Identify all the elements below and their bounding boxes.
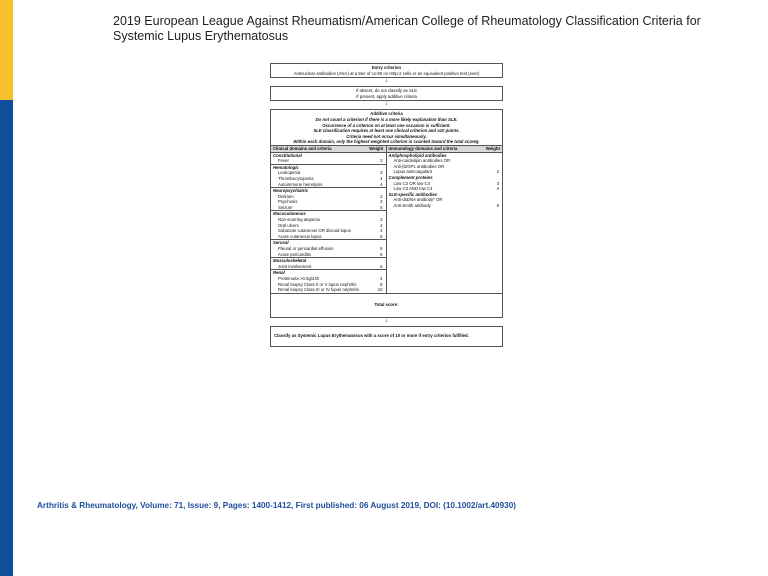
criterion-weight: 4 [380,276,383,281]
clinical-header [271,146,386,153]
entry-criterion-text: Antinuclear antibodies (ANA) at a titer of ≥1:80 on HEp-2 cells or an equivalent positive test (ever) [293,70,480,76]
criterion-weight: 10 [377,287,383,293]
criterion-label: Joint involvement [278,263,312,269]
criterion-label: Subacute cutaneous OR discoid lupus [278,228,351,234]
immunology-domains-column [387,146,503,293]
side-accent-yellow [0,0,13,100]
criterion-label: Autoimmune hemolysis [278,181,323,187]
domain-name: Renal [271,269,386,276]
criterion-label: Pleural or pericardial effusion [278,246,334,252]
additive-criteria-box [270,109,503,146]
clinical-header-label: Clinical domains and criteria [273,145,332,151]
criterion-weight: 4 [496,186,499,192]
classification-result-text: Classify as Systemic Lupus Erythematosus with a score of 10 or more if entry criterion fulfilled. [274,333,469,339]
classification-criteria-figure [270,63,503,347]
criterion-weight: 2 [380,217,383,223]
immunology-header-weight: Weight [485,145,500,151]
criterion-row [271,287,386,293]
criterion-label: Anti-dsDNA antibody* OR [393,197,443,203]
domain-name: Serosal [271,239,386,246]
entry-criterion-box [270,63,503,78]
criterion-label: Anti-Smith antibody [393,202,431,208]
immunology-header [387,146,503,153]
domain-name: Complement proteins [388,174,433,180]
domain-name: Neuropsychiatric [271,187,386,194]
criterion-weight: 2 [380,158,383,164]
criterion-label: Leukopenia [278,170,301,176]
domains-table [270,146,503,294]
domain-name: SLE-specific antibodies [388,191,437,197]
down-arrow-icon: ↓ [385,317,388,324]
additive-rule: Occurrence of a criterion on at least one occasion is sufficient. [322,122,451,128]
criterion-weight: 2 [380,193,383,199]
criterion-weight: 6 [380,251,383,257]
criterion-weight: 4 [380,175,383,181]
criterion-weight: 4 [380,181,383,187]
criterion-weight: 2 [496,169,499,175]
total-score-label: Total score: [374,302,399,308]
criterion-label: Oral ulcers [278,222,299,228]
domain-name: Mucocutaneous [271,210,386,217]
criterion-weight: 5 [380,204,383,210]
classification-result-box [270,326,503,347]
decision-box [270,86,503,101]
decision-absent-text: If absent, do not classify as SLE [355,88,418,94]
additive-rule: Criteria need not occur simultaneously. [346,133,427,139]
criterion-row [387,203,503,209]
criterion-label: Renal biopsy Class II or V lupus nephritis [278,281,357,287]
criterion-label: Psychosis [278,199,298,205]
side-accent-blue [0,100,13,576]
criterion-weight: 8 [380,281,383,287]
slide-title-line-2: Systemic Lupus Erythematosus [113,29,289,43]
domain-name: Hematologic [271,164,386,171]
domain-name: Constitutional [273,152,302,158]
criterion-label: Acute pericarditis [278,251,311,257]
criterion-weight: 4 [380,228,383,234]
immunology-header-label: Immunology domains and criteria [388,145,458,151]
slide-title [113,14,713,44]
domain-name: Musculoskeletal [271,257,386,264]
criterion-weight: 3 [380,170,383,176]
criterion-label: Thrombocytopenia [278,175,314,181]
criterion-label: Delirium [278,193,294,199]
additive-rule: Do not count a criterion if there is a more likely explanation than SLE. [315,116,458,122]
criterion-label: Seizure [278,204,293,210]
clinical-header-weight: Weight [369,145,384,151]
down-arrow-icon: ↓ [385,78,388,85]
criterion-weight: 6 [380,263,383,269]
criterion-label: Low C3 OR low C4 [393,180,431,186]
criterion-label: Non-scarring alopecia [278,217,320,223]
criterion-label: Lupus anticoagulant [393,169,432,175]
criterion-weight: 2 [380,222,383,228]
citation: Arthritis & Rheumatology, Volume: 71, Issue: 9, Pages: 1400-1412, First published: 06 August 2019, DOI: (10.1002/art.40930) [37,501,516,510]
down-arrow-icon: ↓ [385,101,388,108]
side-accent-bar [0,0,13,576]
entry-criterion-title: Entry criterion [371,65,402,70]
criterion-weight: 3 [380,199,383,205]
criterion-label: Acute cutaneous lupus [278,233,322,239]
criterion-label: Proteinuria >0.5g/24h [278,276,320,281]
criterion-label: Fever [278,158,289,164]
additive-rule: SLE classification requires at least one clinical criterion and ≥10 points. [313,128,460,134]
clinical-domains-column [271,146,387,293]
criterion-label: Renal biopsy Class III or IV lupus nephritis [278,287,359,293]
criterion-weight: 6 [496,202,499,208]
domain-name: Antiphospholipid antibodies [388,152,447,158]
criterion-weight: 3 [496,180,499,186]
additive-criteria-title: Additive criteria [370,111,403,117]
additive-rule: Within each domain, only the highest weighted criterion is counted toward the total score§. [293,139,480,145]
total-score-box [270,294,503,318]
decision-present-text: If present, apply additive criteria [356,93,417,99]
criterion-label: Anti-cardiolipin antibodies OR [393,158,451,164]
criterion-weight: 6 [380,233,383,239]
criterion-label: Low C3 AND low C4 [393,186,433,192]
criterion-label: Anti-β2GP1 antibodies OR [393,163,445,169]
slide-title-line-1: 2019 European League Against Rheumatism/American College of Rheumatology Classification Criteria for [113,14,701,28]
criterion-weight: 5 [380,246,383,252]
